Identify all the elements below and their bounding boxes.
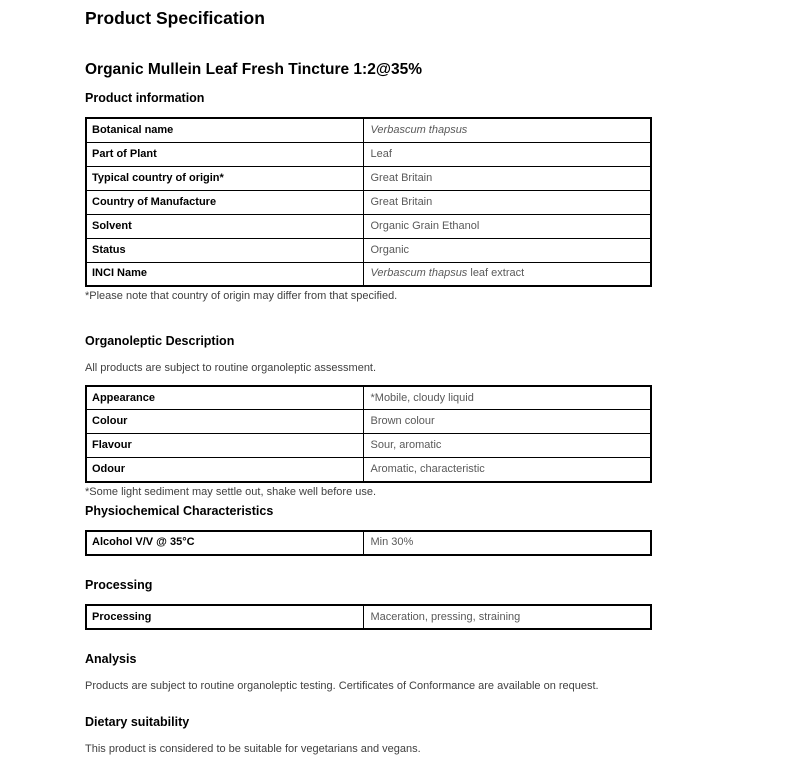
analysis-heading: Analysis — [85, 652, 137, 667]
table-row — [86, 410, 651, 434]
row-label: Alcohol V/V @ 35°C — [86, 531, 363, 555]
table-row — [86, 190, 651, 214]
row-label: Appearance — [86, 386, 363, 410]
organoleptic-heading: Organoleptic Description — [85, 333, 235, 348]
physiochemical-heading: Physiochemical Characteristics — [85, 503, 274, 518]
row-label: Processing — [86, 605, 363, 629]
row-value: Organic Grain Ethanol — [363, 214, 651, 238]
row-label: Botanical name — [86, 118, 363, 142]
table-row — [86, 166, 651, 190]
table-row — [86, 605, 651, 629]
table-row — [86, 386, 651, 410]
sediment-footnote: *Some light sediment may settle out, shake well before use. — [85, 485, 377, 498]
product-information-heading: Product information — [85, 90, 205, 105]
analysis-text: Products are subject to routine organoleptic testing. Certificates of Conformance are available on request. — [85, 680, 599, 693]
table-row — [86, 458, 651, 482]
document-title: Product Specification — [85, 8, 265, 28]
processing-table — [85, 604, 652, 630]
row-value: Great Britain — [363, 166, 651, 190]
row-label: Country of Manufacture — [86, 190, 363, 214]
row-value: Brown colour — [363, 410, 651, 434]
row-value: Verbascum thapsus — [363, 118, 651, 142]
row-value: Leaf — [363, 142, 651, 166]
value-plain-part: leaf extract — [467, 267, 525, 280]
table-row — [86, 262, 651, 286]
row-value — [363, 262, 651, 286]
row-value: Sour, aromatic — [363, 434, 651, 458]
botanical-name-italic: Verbascum thapsus — [370, 267, 468, 280]
organoleptic-intro: All products are subject to routine organoleptic assessment. — [85, 362, 377, 375]
row-value: Aromatic, characteristic — [363, 458, 651, 482]
product-information-table — [85, 117, 652, 287]
row-label: Flavour — [86, 434, 363, 458]
row-label: Solvent — [86, 214, 363, 238]
dietary-heading: Dietary suitability — [85, 715, 190, 730]
dietary-text: This product is considered to be suitable for vegetarians and vegans. — [85, 743, 421, 756]
row-label: Status — [86, 238, 363, 262]
row-label: INCI Name — [86, 262, 363, 286]
row-value: Min 30% — [363, 531, 651, 555]
row-label: Part of Plant — [86, 142, 363, 166]
table-row — [86, 118, 651, 142]
table-row — [86, 142, 651, 166]
row-label: Odour — [86, 458, 363, 482]
document-content — [85, 0, 725, 757]
row-label: Colour — [86, 410, 363, 434]
product-heading: Organic Mullein Leaf Fresh Tincture 1:2@35% — [85, 60, 422, 78]
row-value: Great Britain — [363, 190, 651, 214]
row-value: Maceration, pressing, straining — [363, 605, 651, 629]
table-row — [86, 531, 651, 555]
table-row — [86, 214, 651, 238]
row-label: Typical country of origin* — [86, 166, 363, 190]
processing-heading: Processing — [85, 577, 153, 592]
row-value: *Mobile, cloudy liquid — [363, 386, 651, 410]
table-row — [86, 434, 651, 458]
origin-footnote: *Please note that country of origin may differ from that specified. — [85, 290, 398, 303]
row-value: Organic — [363, 238, 651, 262]
organoleptic-table — [85, 385, 652, 483]
physiochemical-table — [85, 530, 652, 556]
table-row — [86, 238, 651, 262]
